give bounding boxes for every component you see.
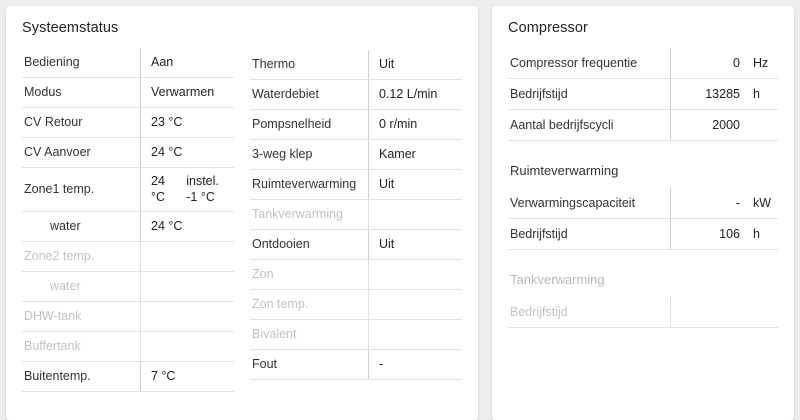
row-label: Fout xyxy=(252,356,278,371)
status-row-3weg-klep[interactable] xyxy=(250,140,462,170)
row-value: Uit xyxy=(368,170,462,199)
row-value: 0.12 L/min xyxy=(368,80,462,109)
row-value: 2000 xyxy=(670,110,746,140)
row-label: Zone1 temp. xyxy=(24,181,95,196)
status-row-ontdooien[interactable] xyxy=(250,230,462,260)
status-row-zon xyxy=(250,260,462,290)
row-value xyxy=(368,200,462,229)
row-unit: Hz xyxy=(753,56,769,70)
row-value: 7 °C xyxy=(140,362,234,391)
row-unit xyxy=(746,297,778,327)
tank-heating-row-bedrijfstijd xyxy=(508,297,778,328)
zone1-temp-value: 24 °C xyxy=(151,174,166,204)
row-label: Thermo xyxy=(252,56,296,71)
row-label: Zone2 temp. xyxy=(24,248,95,263)
row-value xyxy=(140,302,234,331)
row-value: 13285 xyxy=(670,79,746,109)
status-row-pompsnelheid[interactable] xyxy=(250,110,462,140)
compressor-title: Compressor xyxy=(508,20,588,36)
row-unit: h xyxy=(753,87,760,101)
row-label: Bedrijfstijd xyxy=(510,227,568,241)
status-row-zone1-temp[interactable] xyxy=(22,168,234,212)
row-value: Verwarmen xyxy=(140,78,234,107)
row-label: Modus xyxy=(24,84,62,99)
status-row-ruimteverwarming[interactable] xyxy=(250,170,462,200)
row-value: Aan xyxy=(140,48,234,77)
row-label: Zon temp. xyxy=(252,296,309,311)
tank-heating-section-title: Tankverwarming xyxy=(510,272,605,287)
row-label: Bediening xyxy=(24,54,80,69)
row-value xyxy=(368,290,462,319)
status-row-cv-aanvoer[interactable] xyxy=(22,138,234,168)
row-label: Ontdooien xyxy=(252,236,310,251)
compressor-card xyxy=(492,6,794,420)
status-row-fout[interactable] xyxy=(250,350,462,380)
column-2-spacer xyxy=(250,20,462,50)
row-value xyxy=(140,272,234,301)
row-value xyxy=(670,297,746,327)
status-row-buffertank xyxy=(22,332,234,362)
row-label: Verwarmingscapaciteit xyxy=(510,196,636,210)
space-heating-row-capaciteit[interactable] xyxy=(508,188,778,219)
row-label: 3-weg klep xyxy=(252,146,313,161)
row-label: Bedrijfstijd xyxy=(510,305,568,319)
row-label: Aantal bedrijfscycli xyxy=(510,118,614,132)
row-label: CV Retour xyxy=(24,114,83,129)
space-heating-section-title: Ruimteverwarming xyxy=(510,163,619,178)
space-heating-row-bedrijfstijd[interactable] xyxy=(508,219,778,250)
row-value: 0 r/min xyxy=(368,110,462,139)
row-value: 106 xyxy=(670,219,746,249)
row-unit xyxy=(746,110,778,140)
status-row-zon-temp xyxy=(250,290,462,320)
status-row-buitentemp[interactable] xyxy=(22,362,234,392)
row-value: Uit xyxy=(368,230,462,259)
compressor-row-bedrijfstijd[interactable] xyxy=(508,79,778,110)
row-value: 24 °C xyxy=(140,212,234,241)
row-label: DHW-tank xyxy=(24,308,82,323)
status-row-cv-retour[interactable] xyxy=(22,108,234,138)
row-label: water xyxy=(50,278,81,293)
row-value: - xyxy=(368,350,462,379)
row-label: Bivalent xyxy=(252,326,297,341)
row-value xyxy=(140,332,234,361)
status-row-zone1-water[interactable] xyxy=(22,212,234,242)
row-label: Zon xyxy=(252,266,274,281)
row-label: Buitentemp. xyxy=(24,368,91,383)
system-status-title: Systeemstatus xyxy=(22,20,119,36)
status-row-bivalent xyxy=(250,320,462,350)
status-row-waterdebiet[interactable] xyxy=(250,80,462,110)
row-value: Kamer xyxy=(368,140,462,169)
row-unit: kW xyxy=(753,196,772,210)
row-unit: h xyxy=(753,227,760,241)
row-label: Tankverwarming xyxy=(252,206,344,221)
status-row-dhw-tank xyxy=(22,302,234,332)
row-label: Compressor frequentie xyxy=(510,56,638,70)
system-status-column-2 xyxy=(248,20,462,420)
row-value xyxy=(368,260,462,289)
status-row-tankverwarming xyxy=(250,200,462,230)
row-value: Uit xyxy=(368,50,462,79)
row-value: 23 °C xyxy=(140,108,234,137)
system-status-column-1 xyxy=(22,20,248,420)
row-label: Bedrijfstijd xyxy=(510,87,568,101)
row-value xyxy=(368,320,462,349)
row-label: water xyxy=(50,218,81,233)
status-row-bediening[interactable] xyxy=(22,48,234,78)
compressor-row-frequentie[interactable] xyxy=(508,48,778,79)
row-value: - xyxy=(670,188,746,218)
status-row-thermo[interactable] xyxy=(250,50,462,80)
status-row-zone2-water xyxy=(22,272,234,302)
system-status-card xyxy=(6,6,478,420)
row-label: Waterdebiet xyxy=(252,86,319,101)
row-label: Ruimteverwarming xyxy=(252,176,357,191)
row-value xyxy=(140,168,234,211)
row-label: Buffertank xyxy=(24,338,81,353)
row-value: 0 xyxy=(670,48,746,78)
row-value: 24 °C xyxy=(140,138,234,167)
status-row-zone2-temp xyxy=(22,242,234,272)
status-row-modus[interactable] xyxy=(22,78,234,108)
zone1-setpoint-value: instel. -1 °C xyxy=(186,174,219,204)
row-value xyxy=(140,242,234,271)
compressor-row-bedrijfscycli[interactable] xyxy=(508,110,778,141)
row-label: CV Aanvoer xyxy=(24,144,91,159)
row-label: Pompsnelheid xyxy=(252,116,332,131)
